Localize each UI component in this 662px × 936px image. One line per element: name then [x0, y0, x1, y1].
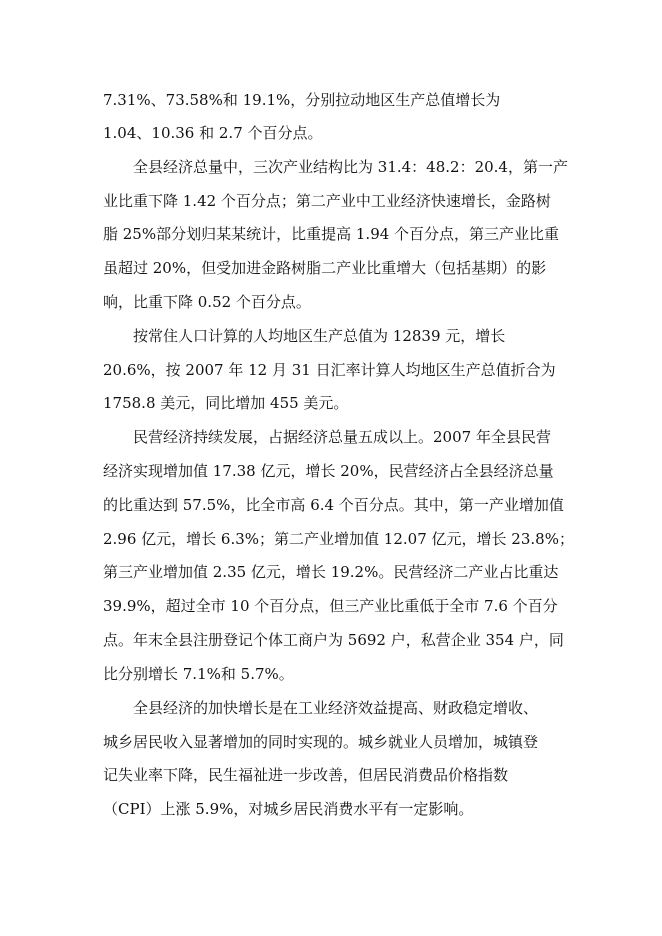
text-line-10: 1758.8 美元，同比增加 455 美元。: [103, 394, 349, 412]
text-line-13: 的比重达到 57.5%，比全市高 6.4 个百分点。其中，第一产业增加值: [103, 496, 564, 514]
text-line-20: 城乡居民收入显著增加的同时实现的。城乡就业人员增加，城镇登: [103, 733, 539, 751]
text-line-8: 按常住人口计算的人均地区生产总值为 12839 元，增长: [133, 327, 506, 345]
text-line-15: 第三产业增加值 2.35 亿元，增长 19.2%。民营经济二产业占比重达: [103, 563, 559, 581]
text-line-19: 全县经济的加快增长是在工业经济效益提高、财政稳定增收、: [133, 699, 539, 717]
text-line-5: 脂 25%部分划归某某统计，比重提高 1.94 个百分点，第三产业比重: [103, 225, 560, 243]
text-line-14: 2.96 亿元，增长 6.3%；第二产业增加值 12.07 亿元，增长 23.8%；: [103, 530, 574, 548]
text-line-12: 经济实现增加值 17.38 亿元，增长 20%，民营经济占全县经济总量: [103, 462, 554, 480]
text-line-16: 39.9%，超过全市 10 个百分点，但三产业比重低于全市 7.6 个百分: [103, 597, 558, 615]
text-line-7: 响，比重下降 0.52 个百分点。: [103, 293, 311, 311]
text-line-18: 比分别增长 7.1%和 5.7%。: [103, 665, 294, 683]
text-line-9: 20.6%，按 2007 年 12 月 31 日汇率计算人均地区生产总值折合为: [103, 361, 556, 379]
text-line-6: 虽超过 20%，但受加进金路树脂二产业比重增大（包括基期）的影: [103, 259, 547, 277]
text-line-1: 7.31%、73.58%和 19.1%，分别拉动地区生产总值增长为: [103, 91, 501, 109]
text-line-17: 点。年末全县注册登记个体工商户为 5692 户，私营企业 354 户，同: [103, 631, 564, 649]
text-line-2: 1.04、10.36 和 2.7 个百分点。: [103, 124, 323, 142]
text-line-11: 民营经济持续发展，占据经济总量五成以上。2007 年全县民营: [133, 428, 551, 446]
text-line-4: 业比重下降 1.42 个百分点；第二产业中工业经济快速增长，金路树: [103, 192, 551, 210]
text-line-21: 记失业率下降，民生福祉进一步改善，但居民消费品价格指数: [103, 766, 509, 784]
text-line-3: 全县经济总量中，三次产业结构比为 31.4：48.2：20.4，第一产: [133, 158, 568, 176]
text-line-22: （CPI）上涨 5.9%，对城乡居民消费水平有一定影响。: [103, 800, 474, 818]
